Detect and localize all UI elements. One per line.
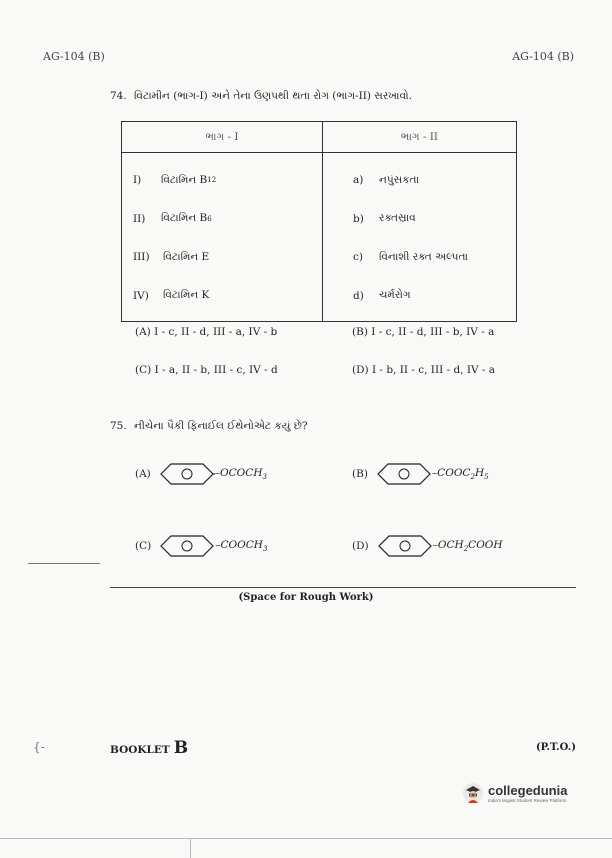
question-number: 74. <box>110 90 127 102</box>
option-b[interactable]: (B) I - c, II - d, III - b, IV - a <box>352 326 495 338</box>
pto-label: (P.T.O.) <box>535 742 576 753</box>
chemical-formula: $-COOC_2H_5$ <box>431 466 489 482</box>
benzene-ring-icon <box>159 535 215 557</box>
question-74 <box>110 90 412 103</box>
margin-mark: {- <box>33 740 45 754</box>
list-item: a) નપુંસકતા <box>353 173 420 187</box>
rough-work-label: (Space for Rough Work) <box>238 592 374 603</box>
brand-name: collegedunia <box>488 782 568 798</box>
part-2-list <box>323 153 516 321</box>
footer-rule <box>0 838 612 839</box>
list-item: I) વિટામિન B 12 <box>133 173 217 187</box>
list-item: d) ચર્મરોગ <box>353 289 411 302</box>
booklet-letter: B <box>173 738 189 758</box>
option-a[interactable]: (A) $-OCOCH_3$ <box>135 463 267 485</box>
footer-tick <box>190 838 191 858</box>
question-text: નીચેના પૈકી ફિનાઈલ ઈથેનોએટ કયું છે? <box>134 420 308 432</box>
option-d[interactable]: (D) $-OCH_2COOH$ <box>352 535 503 557</box>
benzene-ring-icon <box>377 535 433 557</box>
benzene-ring-icon <box>376 463 432 485</box>
list-item: b) રક્તસ્રાવ <box>353 212 416 225</box>
margin-rule <box>28 563 100 564</box>
list-item: III) વિટામિન E <box>133 250 210 264</box>
student-avatar-icon <box>462 782 484 804</box>
part-1-list <box>122 153 322 321</box>
chemical-formula: $-COOCH_3$ <box>215 538 268 554</box>
column-header-part-1: ભાગ - I <box>122 122 323 153</box>
chemical-formula: $-OCH_2COOH$ <box>432 538 503 554</box>
list-item: IV) વિટામિન K <box>133 289 210 302</box>
option-d[interactable]: (D) I - b, II - c, III - d, IV - a <box>352 364 496 376</box>
benzene-ring-icon <box>159 463 215 485</box>
question-75 <box>110 420 307 433</box>
rough-work-divider <box>110 587 576 588</box>
chemical-formula: $-OCOCH_3$ <box>214 466 267 482</box>
booklet-label: BOOKLET B <box>110 738 189 758</box>
matching-table <box>121 121 517 322</box>
option-c[interactable]: (C) $-COOCH_3$ <box>135 535 267 557</box>
question-text: વિટામીન (ભાગ-I) અને તેના ઉણપથી થતા રોગ (ભાગ-II) સરખાવો. <box>134 90 412 102</box>
list-item: II) વિટામિન B 6 <box>133 212 212 225</box>
brand-watermark <box>462 782 567 804</box>
option-c[interactable]: (C) I - a, II - b, III - c, IV - d <box>135 364 278 376</box>
header-right-code: AG-104 (B) <box>512 50 574 63</box>
option-b[interactable]: (B) $-COOC_2H_5$ <box>352 463 489 485</box>
column-header-part-2: ભાગ - II <box>323 122 517 153</box>
list-item: c) વિનાશી રક્ત અલ્પતા <box>353 250 468 264</box>
option-a[interactable]: (A) I - c, II - d, III - a, IV - b <box>135 326 278 338</box>
header-left-code: AG-104 (B) <box>43 50 105 63</box>
question-number: 75. <box>110 420 127 432</box>
brand-tagline: India's largest Student Review Platform <box>488 797 567 803</box>
